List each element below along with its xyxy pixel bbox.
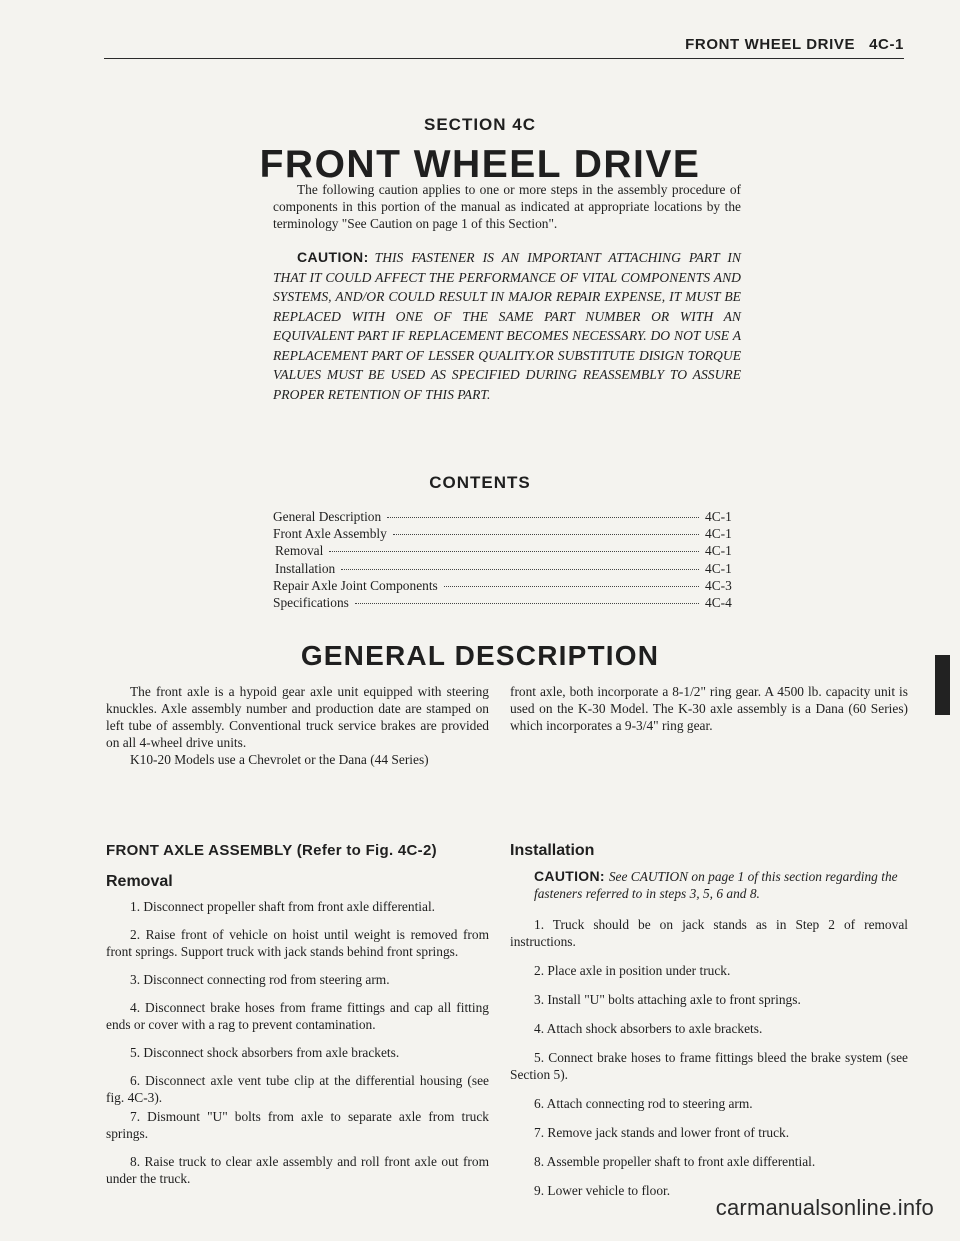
installation-step: 6. Attach connecting rod to steering arm. (534, 1096, 753, 1111)
toc-row-general-description[interactable] (273, 508, 739, 525)
caution-label: CAUTION: (297, 249, 369, 265)
installation-step: 7. Remove jack stands and lower front of truck. (534, 1125, 790, 1140)
toc-page: 4C-4 (705, 594, 732, 610)
toc-label: Repair Axle Joint Components (273, 577, 438, 593)
toc-leader (329, 551, 699, 552)
general-description-paragraph-3: front axle, both incorporate a 8-1/2" ring gear. A 4500 lb. capacity unit is used on the K-30 Model. The K-30 axle assembly is a Dana (60 Series) which incorporates a 9-3/4" ring gear. (510, 684, 908, 733)
table-of-contents (273, 508, 739, 611)
page-title: FRONT WHEEL DRIVE (259, 143, 701, 186)
removal-step: 3. Disconnect connecting rod from steering arm. (130, 972, 390, 987)
contents-title: CONTENTS (429, 473, 531, 492)
installation-caution (534, 868, 908, 902)
installation-step: 4. Attach shock absorbers to axle brackets. (534, 1021, 763, 1036)
toc-page: 4C-1 (705, 509, 732, 524)
installation-step: 1. Truck should be on jack stands as in Step 2 of removal instructions. (510, 917, 908, 949)
removal-step: 2. Raise front of vehicle on hoist until weight is removed from front springs. Support truck with jack stands behind front springs. (106, 927, 489, 959)
header-title: FRONT WHEEL DRIVE (685, 36, 856, 53)
toc-row-installation[interactable] (273, 560, 739, 577)
toc-label: Front Axle Assembly (273, 526, 387, 542)
removal-heading: Removal (106, 873, 173, 890)
toc-row-front-axle-assembly[interactable] (273, 525, 739, 542)
toc-page: 4C-3 (705, 577, 732, 593)
toc-page: 4C-1 (705, 526, 732, 542)
general-description-paragraph-1: The front axle is a hypoid gear axle unit equipped with steering knuckles. Axle assembly number and production date are stamped on left tube of assembly. Conventional truck service brakes are provided on all 4-wheel drive units. (106, 684, 489, 750)
toc-label: Installation (275, 560, 336, 576)
removal-steps (106, 898, 489, 1187)
installation-caution-label: CAUTION: (534, 868, 605, 884)
caution-text: THIS FASTENER IS AN IMPORTANT ATTACHING PART IN THAT IT COULD AFFECT THE PERFORMANCE OF VITAL COMPONENTS AND SYSTEMS, AND/OR COULD RESULT IN MAJOR REPAIR EXPENSE, IT MUST BE REPLACED WITH ONE OF THE SAME PART NUMBER OR WITH AN EQUIVALENT PART IF REPLACEMENT BECOMES NECESSARY. DO NOT USE A REPLACEMENT PART OF LESSER QUALITY.OR SUBSTITUTE DISIGN TORQUE VALUES MUST BE USED AS SPECIFIED DURING REASSEMBLY TO ASSURE PROPER RETENTION OF THIS PART. (273, 250, 741, 402)
general-description-left-column (106, 683, 489, 768)
toc-label: General Description (273, 509, 382, 524)
removal-step: 7. Dismount "U" bolts from axle to separate axle from truck springs. (106, 1109, 489, 1141)
toc-row-specifications[interactable] (273, 594, 739, 611)
watermark: carmanualsonline.info (715, 1195, 934, 1220)
general-description-heading: GENERAL DESCRIPTION (300, 640, 660, 671)
toc-page: 4C-1 (705, 543, 732, 559)
installation-step: 9. Lower vehicle to floor. (534, 1183, 671, 1198)
toc-page: 4C-1 (705, 560, 732, 576)
installation-caution-text: See CAUTION on page 1 of this section regarding the fasteners referred to in steps 3, 5, 6 and 8. (534, 869, 898, 901)
installation-heading: Installation (510, 842, 595, 859)
front-axle-installation-column (510, 842, 908, 1211)
front-axle-assembly-heading: FRONT AXLE ASSEMBLY (Refer to Fig. 4C-2) (106, 842, 437, 859)
intro-text: The following caution applies to one or more steps in the assembly procedure of components in this portion of the manual as indicated at appropriate locations by the terminology "See Caution on page 1 of this Section". (273, 182, 741, 231)
installation-step: 8. Assemble propeller shaft to front axle differential. (534, 1154, 816, 1169)
section-label: SECTION 4C (423, 115, 537, 134)
section-edge-tab (935, 655, 950, 715)
toc-leader (341, 569, 699, 570)
toc-leader (444, 586, 699, 587)
toc-row-repair-axle-joint-components[interactable] (273, 577, 739, 594)
installation-steps (510, 916, 908, 1199)
header-page-number: 4C-1 (869, 36, 904, 53)
toc-row-removal[interactable] (273, 542, 739, 559)
installation-step: 5. Connect brake hoses to frame fittings bleed the brake system (see Section 5). (510, 1050, 908, 1082)
toc-label: Removal (275, 543, 324, 559)
toc-leader (393, 534, 699, 535)
removal-step: 8. Raise truck to clear axle assembly and roll front axle out from under the truck. (106, 1154, 489, 1186)
toc-leader (387, 517, 699, 518)
removal-step: 4. Disconnect brake hoses from frame fittings and cap all fitting ends or cover with a rag to prevent contamination. (106, 1000, 489, 1032)
installation-step: 2. Place axle in position under truck. (534, 963, 731, 978)
header-rule (104, 58, 904, 59)
running-header (671, 36, 904, 53)
removal-step: 6. Disconnect axle vent tube clip at the differential housing (see fig. 4C-3). (106, 1073, 489, 1105)
general-description-paragraph-2: K10-20 Models use a Chevrolet or the Dana (44 Series) (130, 752, 429, 767)
general-description-right-column (510, 683, 908, 734)
installation-step: 3. Install "U" bolts attaching axle to front springs. (534, 992, 801, 1007)
toc-label: Specifications (273, 594, 349, 610)
removal-step: 1. Disconnect propeller shaft from front axle differential. (130, 899, 436, 914)
front-axle-removal-column (106, 842, 489, 1198)
intro-paragraph (273, 181, 741, 232)
toc-leader (355, 603, 699, 604)
caution-block (273, 248, 741, 404)
removal-step: 5. Disconnect shock absorbers from axle brackets. (130, 1045, 400, 1060)
